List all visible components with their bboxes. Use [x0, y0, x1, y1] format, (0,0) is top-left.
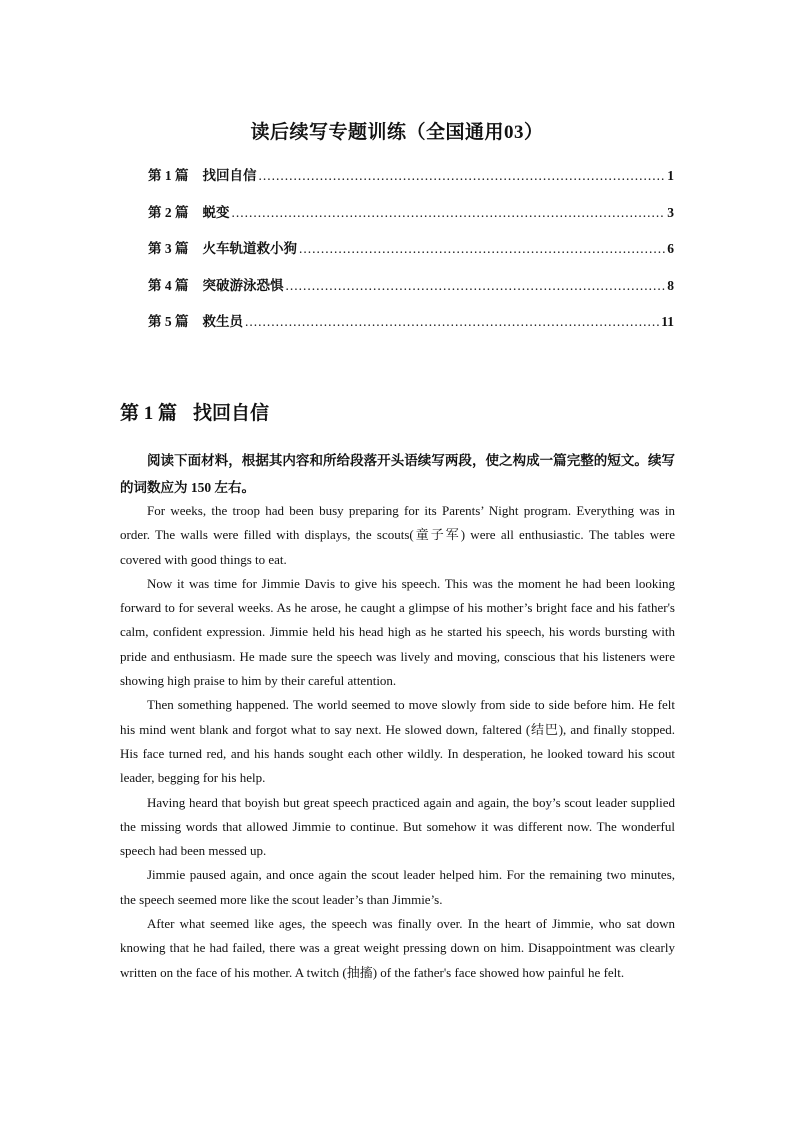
toc-entry[interactable] [148, 201, 674, 238]
reading-passage [120, 499, 675, 985]
passage-paragraph: Jimmie paused again, and once again the scout leader helped him. For the remaining two minutes, the speech seemed more like the scout leader’s than Jimmie’s. [120, 867, 675, 907]
toc-entry-title: 找回自信 [202, 168, 257, 183]
toc-leader-dots [232, 205, 666, 221]
toc-entry-page: 11 [661, 314, 674, 329]
toc-entry-page: 3 [667, 204, 674, 220]
section-number: 第 1 篇 [120, 403, 178, 424]
passage-paragraph: After what seemed like ages, the speech was finally over. In the heart of Jimmie, who sat down knowing that he had failed, there was a great weight pressing down on him. Disappointment was clearly written on the face of his mother. A twitch (抽搐) of the father's face showed how painful he felt. [120, 916, 675, 980]
table-of-contents [148, 164, 674, 347]
toc-entry-page: 1 [667, 168, 674, 183]
toc-entry-title: 火车轨道救小狗 [202, 241, 297, 256]
toc-entry-number: 第 3 篇 [148, 241, 189, 256]
passage-paragraph: Having heard that boyish but great speech practiced again and again, the boy’s scout leader supplied the missing words that allowed Jimmie to continue. But somehow it was different now. The wonderful speech had been messed up. [120, 794, 675, 859]
passage-paragraph: For weeks, the troop had been busy preparing for its Parents’ Night program. Everything was in order. The walls were filled with displays, the scouts(童子军) were all enthusiastic. The tables were covered with good things to eat. [120, 503, 675, 567]
toc-entry[interactable] [148, 310, 674, 347]
toc-entry-number: 第 1 篇 [148, 168, 189, 183]
toc-leader-dots [286, 278, 666, 294]
toc-entry-number: 第 4 篇 [148, 277, 189, 293]
document-title: 读后续写专题训练（全国通用03） [250, 122, 544, 143]
toc-leader-dots [245, 314, 659, 330]
toc-entry-title: 救生员 [202, 314, 243, 329]
toc-entry-number: 第 2 篇 [148, 204, 189, 220]
passage-paragraph: Now it was time for Jimmie Davis to give his speech. This was the moment he had been looking forward to for several weeks. As he arose, he caught a glimpse of his mother’s bright face and his father's calm, confident expression. Jimmie held his head high as he started his speech, his words bursting with pride and enthusiasm. He made sure the speech was lively and moving, conscious that his listeners were showing high praise to him by their careful attention. [120, 575, 675, 689]
toc-entry-page: 6 [667, 241, 674, 256]
passage-paragraph: Then something happened. The world seemed to move slowly from side to side before him. He felt his mind went blank and forgot what to say next. He slowed down, faltered (结巴), and finally stopped. His face turned red, and his hands sought each other wildly. In desperation, he looked toward his scout leader, begging for his help. [120, 697, 675, 786]
toc-entry-page: 8 [667, 277, 674, 293]
toc-entry-title: 突破游泳恐惧 [202, 277, 284, 293]
section-heading [120, 398, 269, 425]
toc-leader-dots [259, 168, 666, 184]
toc-entry[interactable] [148, 274, 674, 311]
section-title: 找回自信 [193, 403, 270, 424]
task-instructions: 阅读下面材料，根据其内容和所给段落开头语续写两段，使之构成一篇完整的短文。续写的词数应为 150 左右。 [120, 453, 675, 495]
toc-leader-dots [299, 241, 665, 257]
toc-entry[interactable] [148, 237, 674, 274]
toc-entry-number: 第 5 篇 [148, 314, 189, 329]
toc-entry[interactable] [148, 164, 674, 201]
toc-entry-title: 蜕变 [202, 204, 230, 220]
